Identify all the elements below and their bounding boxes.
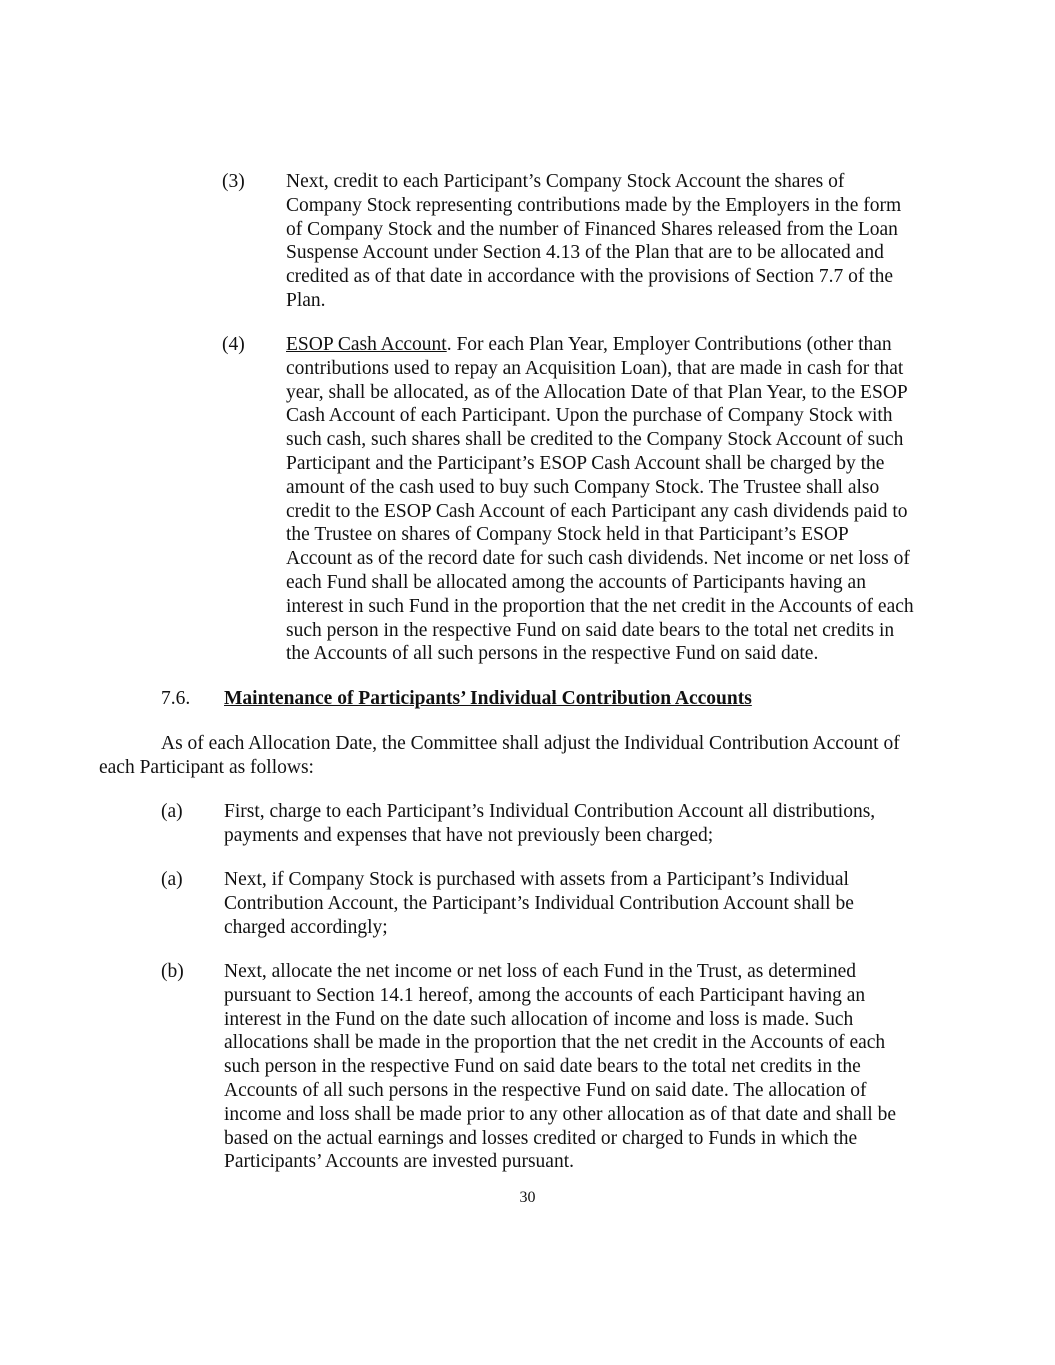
text-line: interest in such Fund in the proportion that the net credit in the Accounts of each xyxy=(286,595,914,617)
text-line: Next, if Company Stock is purchased with assets from a Participant’s Individual xyxy=(224,869,849,890)
text-run: . For each Plan Year, Employer Contributions (other than xyxy=(446,334,892,355)
text-line: based on the actual earnings and losses credited or charged to Funds in which the xyxy=(224,1127,858,1149)
text-line: credited as of that date in accordance with the provisions of Section 7.7 of the xyxy=(286,266,894,288)
item-text xyxy=(286,170,966,313)
intro-paragraph xyxy=(0,732,900,780)
text-line: interest in the Fund on the date such allocation of income and loss is made. Such xyxy=(224,1008,854,1030)
text-line: income and loss shall be made prior to any other allocation as of that date and shall be xyxy=(224,1103,897,1125)
text-line: Contribution Account, the Participant’s Individual Contribution Account shall be xyxy=(224,892,854,914)
text-line: pursuant to Section 14.1 hereof, among the accounts of each Participant having an xyxy=(224,984,866,1006)
item-text xyxy=(286,333,966,666)
text-line: the Accounts of all such persons in the respective Fund on said date. xyxy=(286,643,819,665)
item-text xyxy=(224,960,904,1174)
text-line: Cash Account of each Participant. Upon the purchase of Company Stock with xyxy=(286,405,893,427)
text-line: Plan. xyxy=(286,289,326,311)
text-line: Account as of the record date for such cash dividends. Net income or net loss of xyxy=(286,548,910,570)
section-number: 7.6. xyxy=(161,688,191,709)
text-line: such cash, such shares shall be credited to the Company Stock Account of such xyxy=(286,429,904,451)
text-line: amount of the cash used to buy such Company Stock. The Trustee shall also xyxy=(286,476,880,498)
item-number: (3) xyxy=(222,171,245,192)
text-line: payments and expenses that have not previously been charged; xyxy=(224,824,714,846)
text-line: Company Stock representing contributions made by the Employers in the form xyxy=(286,194,902,216)
page-number: 30 xyxy=(519,1189,536,1206)
text-line: contributions used to repay an Acquisition Loan), that are made in cash for that xyxy=(286,357,904,379)
text-line: credit to the ESOP Cash Account of each Participant any cash dividends paid to xyxy=(286,500,908,522)
item-number: (b) xyxy=(161,961,184,982)
text-line: Participant and the Participant’s ESOP Cash Account shall be charged by the xyxy=(286,452,885,474)
item-text xyxy=(224,800,904,848)
text-line: the Trustee on shares of Company Stock held in that Participant’s ESOP xyxy=(286,524,849,546)
item-heading: ESOP Cash Account xyxy=(286,334,447,355)
text-line: Suspense Account under Section 4.13 of the Plan that are to be allocated and xyxy=(286,242,884,264)
item-number: (4) xyxy=(222,334,245,355)
text-line: Next, credit to each Participant’s Company Stock Account the shares of xyxy=(286,171,845,192)
text-line: each Participant as follows: xyxy=(99,756,314,778)
text-line: Next, allocate the net income or net loss of each Fund in the Trust, as determined xyxy=(224,961,856,982)
text-line: First, charge to each Participant’s Individual Contribution Account all distributions, xyxy=(224,801,876,822)
text-line: Participants’ Accounts are invested pursuant. xyxy=(224,1151,575,1173)
text-line: Accounts of all such persons in the respective Fund on said date. The allocation of xyxy=(224,1079,867,1101)
text-line: charged accordingly; xyxy=(224,916,388,938)
text-line: such person in the respective Fund on said date bears to the total net credits in xyxy=(286,619,895,641)
text-line xyxy=(286,333,966,357)
text-line: As of each Allocation Date, the Committee shall adjust the Individual Contribution Account of xyxy=(161,733,900,754)
text-line: allocations shall be made in the proportion that the net credit in the Accounts of each xyxy=(224,1032,886,1054)
item-number: (a) xyxy=(161,801,183,822)
item-number: (a) xyxy=(161,869,183,890)
text-line: of Company Stock and the number of Financed Shares released from the Loan xyxy=(286,218,898,240)
item-text xyxy=(224,868,904,939)
section-title: Maintenance of Participants’ Individual Contribution Accounts xyxy=(224,688,752,709)
text-line: such person in the respective Fund on said date bears to the total net credits in the xyxy=(224,1056,861,1078)
text-line: each Fund shall be allocated among the accounts of Participants having an xyxy=(286,571,866,593)
text-line: year, shall be allocated, as of the Allocation Date of that Plan Year, to the ESOP xyxy=(286,381,908,403)
